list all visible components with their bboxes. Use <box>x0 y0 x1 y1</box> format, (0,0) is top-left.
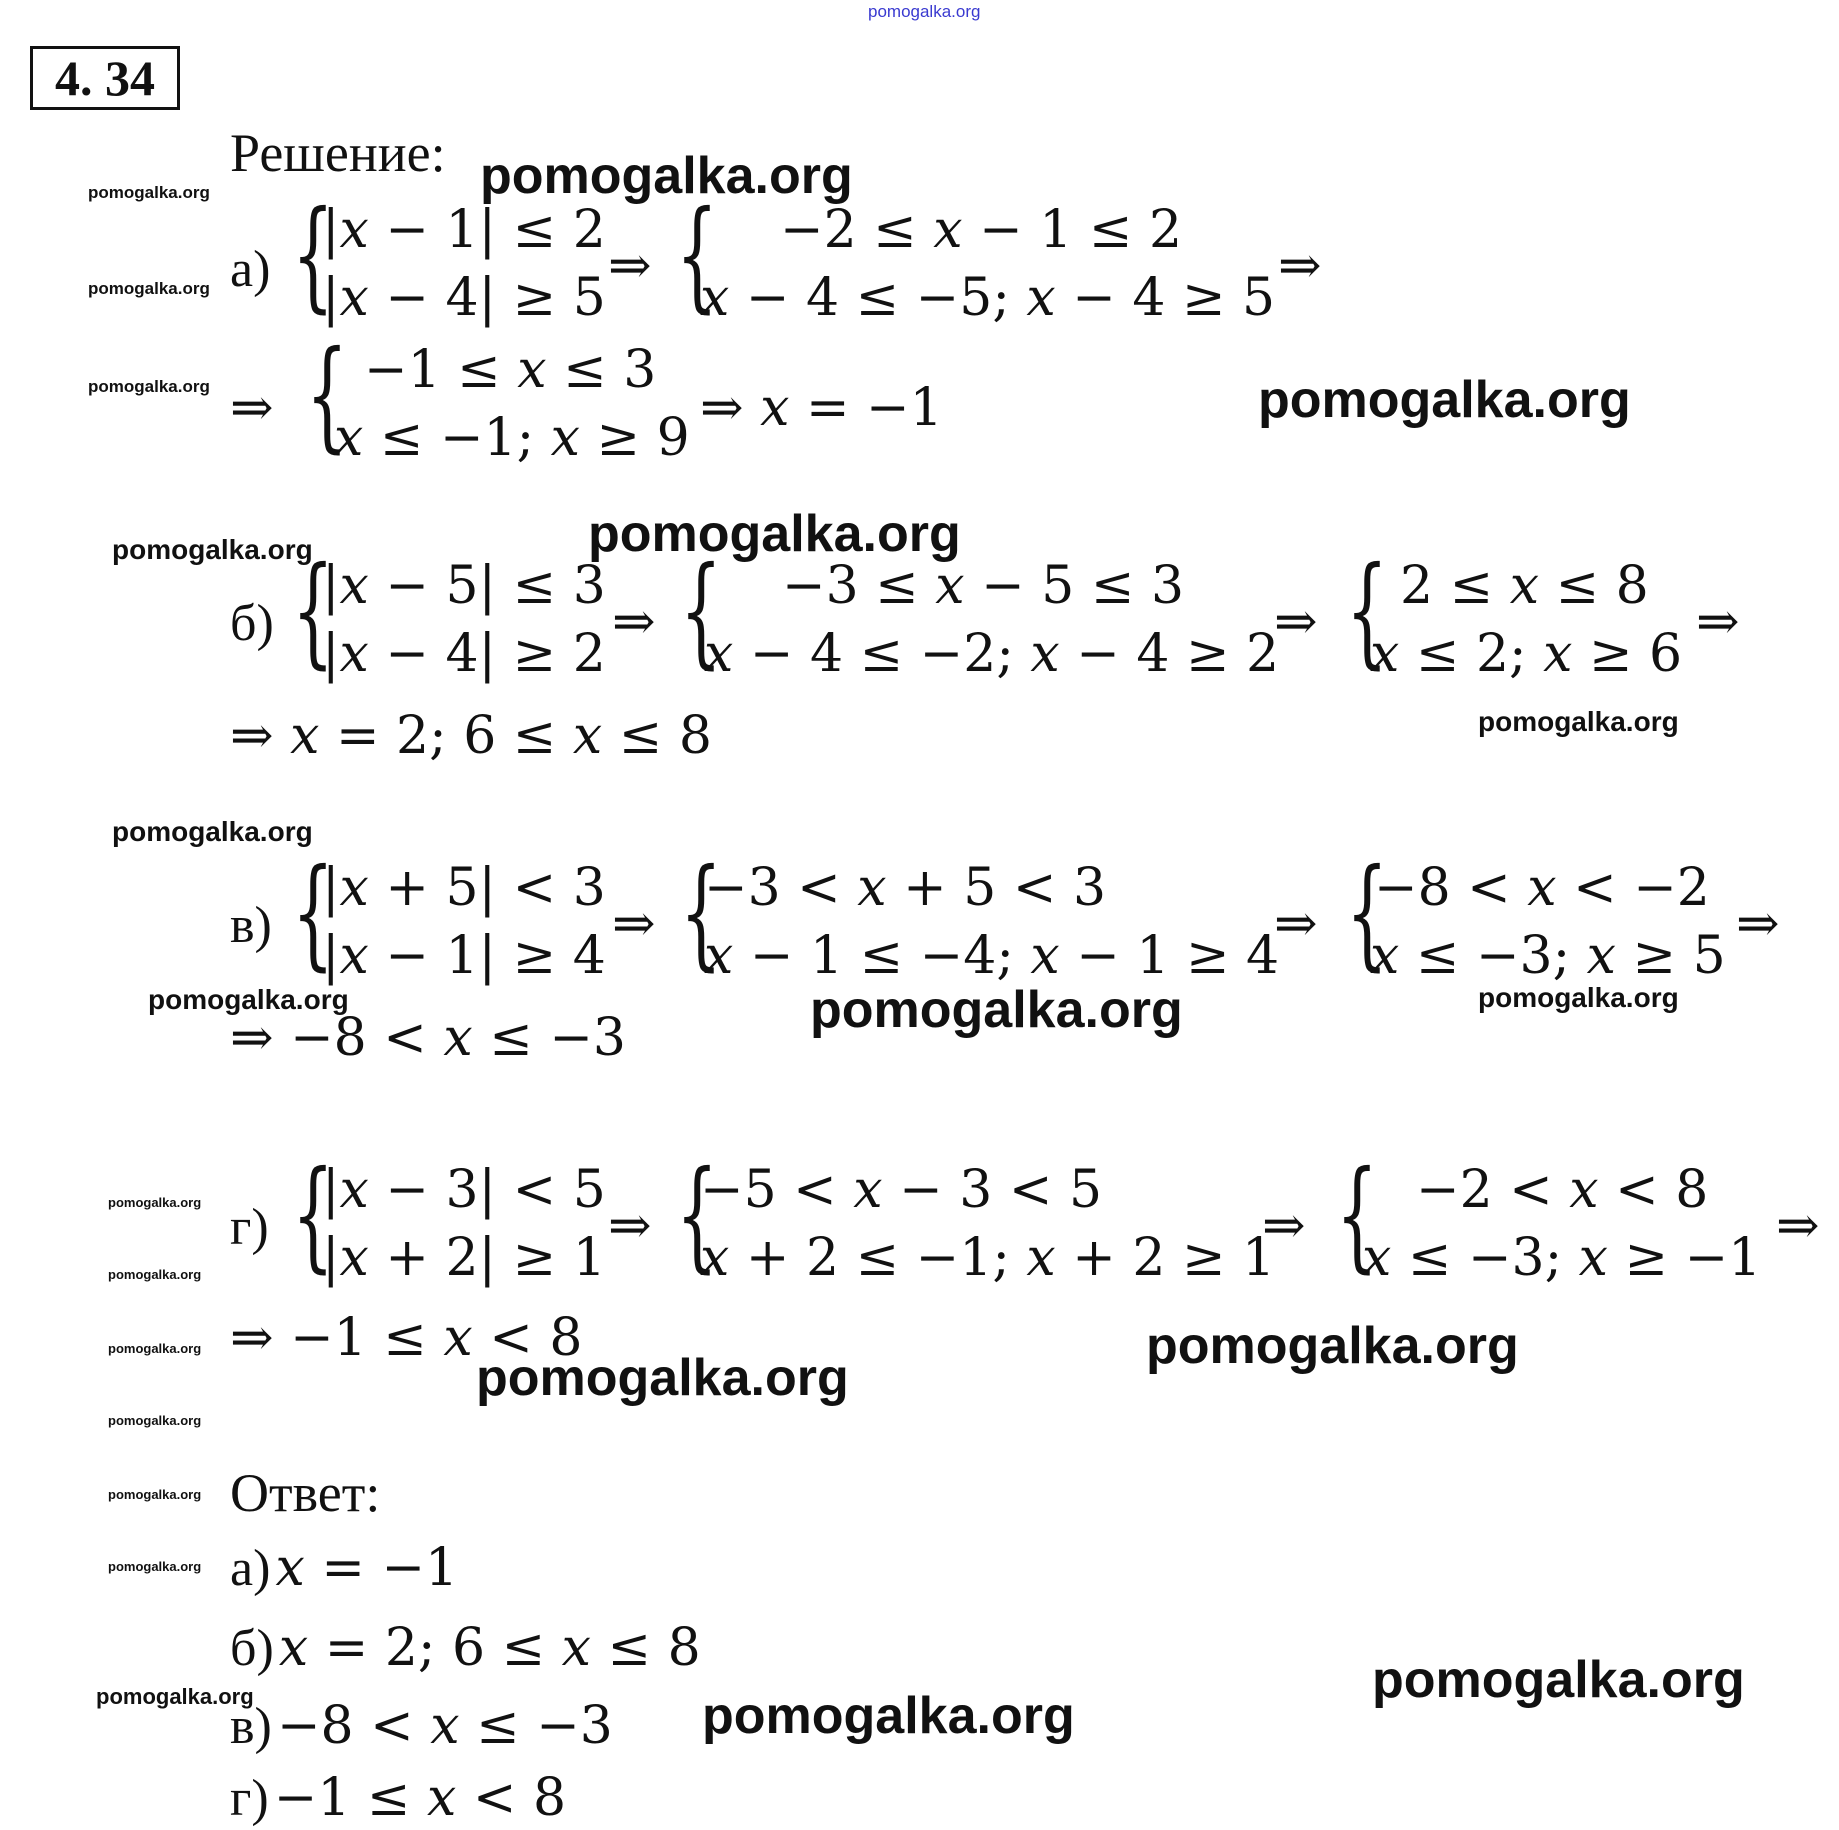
part-a-label: а) <box>230 241 271 298</box>
solution-label: Решение: <box>230 123 446 183</box>
part-b-label: б) <box>230 595 274 652</box>
watermark: pomogalka.org <box>1372 1651 1745 1709</box>
watermark: pomogalka.org <box>108 1487 202 1502</box>
watermark: pomogalka.org <box>88 183 210 202</box>
watermark: pomogalka.org <box>148 984 349 1015</box>
part-g-sys3-line2: 𝑥 ≤ −3; 𝑥 ≥ −1 <box>1362 1228 1762 1288</box>
part-g-sys1-line1: |𝑥 − 3| < 5 <box>322 1160 606 1220</box>
implies-arrow: ⇒ <box>1776 1196 1820 1256</box>
header-watermark[interactable]: pomogalka.org <box>868 2 981 21</box>
implies-arrow: ⇒ <box>1736 894 1780 954</box>
answer-b-label: б) <box>230 1620 274 1677</box>
answer-v-label: в) <box>230 1698 272 1755</box>
implies-arrow: ⇒ <box>608 1196 652 1256</box>
answer-label: Ответ: <box>230 1463 381 1523</box>
part-g-sys2-line2: 𝑥 + 2 ≤ −1; 𝑥 + 2 ≥ 1 <box>700 1228 1276 1288</box>
brace: { <box>292 844 334 983</box>
watermark: pomogalka.org <box>108 1413 202 1428</box>
answer-v-text: −8 < 𝑥 ≤ −3 <box>276 1696 613 1756</box>
watermark: pomogalka.org <box>112 534 313 565</box>
part-v-result: ⇒ −8 < 𝑥 ≤ −3 <box>230 1008 626 1068</box>
part-v-sys1-line1: |𝑥 + 5| < 3 <box>322 858 606 918</box>
answer-b <box>230 1618 701 1678</box>
part-a-sys2-line1: −2 ≤ 𝑥 − 1 ≤ 2 <box>780 200 1183 260</box>
watermark: pomogalka.org <box>88 279 210 298</box>
watermark: pomogalka.org <box>1146 1317 1519 1375</box>
part-b-result: ⇒ 𝑥 = 2; 6 ≤ 𝑥 ≤ 8 <box>230 706 712 766</box>
watermark: pomogalka.org <box>1478 982 1679 1013</box>
answer-g-label: г) <box>230 1770 269 1827</box>
watermark: pomogalka.org <box>480 147 853 205</box>
implies-arrow: ⇒ <box>612 592 656 652</box>
implies-arrow: ⇒ <box>1278 236 1322 296</box>
implies-arrow: ⇒ <box>230 378 274 438</box>
answer-a-text: 𝑥 = −1 <box>275 1538 459 1598</box>
watermark: pomogalka.org <box>108 1559 202 1574</box>
part-v-label: в) <box>230 897 272 954</box>
watermark: pomogalka.org <box>1478 706 1679 737</box>
watermark: pomogalka.org <box>702 1687 1075 1745</box>
part-g-sys2-line1: −5 < 𝑥 − 3 < 5 <box>700 1160 1103 1220</box>
part-b-sys3-line2: 𝑥 ≤ 2; 𝑥 ≥ 6 <box>1370 624 1683 684</box>
brace: { <box>1346 844 1388 983</box>
watermark: pomogalka.org <box>476 1349 849 1407</box>
part-b-sys2-line2: 𝑥 − 4 ≤ −2; 𝑥 − 4 ≥ 2 <box>704 624 1280 684</box>
answer-a <box>230 1538 459 1598</box>
brace: { <box>680 844 722 983</box>
implies-arrow: ⇒ <box>1274 592 1318 652</box>
problem-number: 4. 34 <box>30 46 180 110</box>
part-a-sys1-line1: |𝑥 − 1| ≤ 2 <box>322 200 606 260</box>
brace: { <box>676 186 718 325</box>
part-b-sys1-line1: |𝑥 − 5| ≤ 3 <box>322 556 606 616</box>
watermark: pomogalka.org <box>108 1195 202 1210</box>
answer-a-label: а) <box>230 1540 271 1597</box>
implies-arrow: ⇒ <box>608 236 652 296</box>
part-b-sys3-line1: 2 ≤ 𝑥 ≤ 8 <box>1400 556 1649 616</box>
brace: { <box>292 1146 334 1285</box>
brace: { <box>306 326 348 465</box>
implies-arrow: ⇒ <box>1274 894 1318 954</box>
part-g-sys3-line1: −2 < 𝑥 < 8 <box>1416 1160 1709 1220</box>
watermark: pomogalka.org <box>108 1267 202 1282</box>
watermark: pomogalka.org <box>96 1684 254 1709</box>
brace: { <box>1336 1146 1378 1285</box>
part-v-sys2-line1: −3 < 𝑥 + 5 < 3 <box>704 858 1107 918</box>
part-b-sys1-line2: |𝑥 − 4| ≥ 2 <box>322 624 606 684</box>
part-b-sys2-line1: −3 ≤ 𝑥 − 5 ≤ 3 <box>782 556 1185 616</box>
watermark: pomogalka.org <box>810 981 1183 1039</box>
part-g-label: г) <box>230 1199 269 1256</box>
part-a-result: ⇒ 𝑥 = −1 <box>700 378 943 438</box>
part-a-sys1-line2: |𝑥 − 4| ≥ 5 <box>322 268 606 328</box>
brace: { <box>292 186 334 325</box>
part-g-result: ⇒ −1 ≤ 𝑥 < 8 <box>230 1308 583 1368</box>
implies-arrow: ⇒ <box>1262 1196 1306 1256</box>
part-a-sys2-line2: 𝑥 − 4 ≤ −5; 𝑥 − 4 ≥ 5 <box>700 268 1276 328</box>
part-a-sys3-line2: 𝑥 ≤ −1; 𝑥 ≥ 9 <box>334 408 690 468</box>
answer-g-text: −1 ≤ 𝑥 < 8 <box>273 1768 567 1828</box>
watermark: pomogalka.org <box>588 505 961 563</box>
part-v-sys2-line2: 𝑥 − 1 ≤ −4; 𝑥 − 1 ≥ 4 <box>704 926 1280 986</box>
part-v-sys1-line2: |𝑥 − 1| ≥ 4 <box>322 926 606 986</box>
part-v-sys3-line2: 𝑥 ≤ −3; 𝑥 ≥ 5 <box>1370 926 1726 986</box>
answer-v <box>230 1696 613 1756</box>
brace: { <box>676 1146 718 1285</box>
part-g-sys1-line2: |𝑥 + 2| ≥ 1 <box>322 1228 606 1288</box>
answer-g <box>230 1768 567 1828</box>
brace: { <box>1346 542 1388 681</box>
part-v-sys3-line1: −8 < 𝑥 < −2 <box>1374 858 1710 918</box>
watermark: pomogalka.org <box>88 377 210 396</box>
brace: { <box>680 542 722 681</box>
implies-arrow: ⇒ <box>1696 592 1740 652</box>
part-a-sys3-line1: −1 ≤ 𝑥 ≤ 3 <box>364 340 657 400</box>
implies-arrow: ⇒ <box>612 894 656 954</box>
watermark: pomogalka.org <box>112 816 313 847</box>
watermark: pomogalka.org <box>108 1341 202 1356</box>
answer-b-text: 𝑥 = 2; 6 ≤ 𝑥 ≤ 8 <box>278 1618 701 1678</box>
watermark: pomogalka.org <box>1258 371 1631 429</box>
brace: { <box>292 542 334 681</box>
